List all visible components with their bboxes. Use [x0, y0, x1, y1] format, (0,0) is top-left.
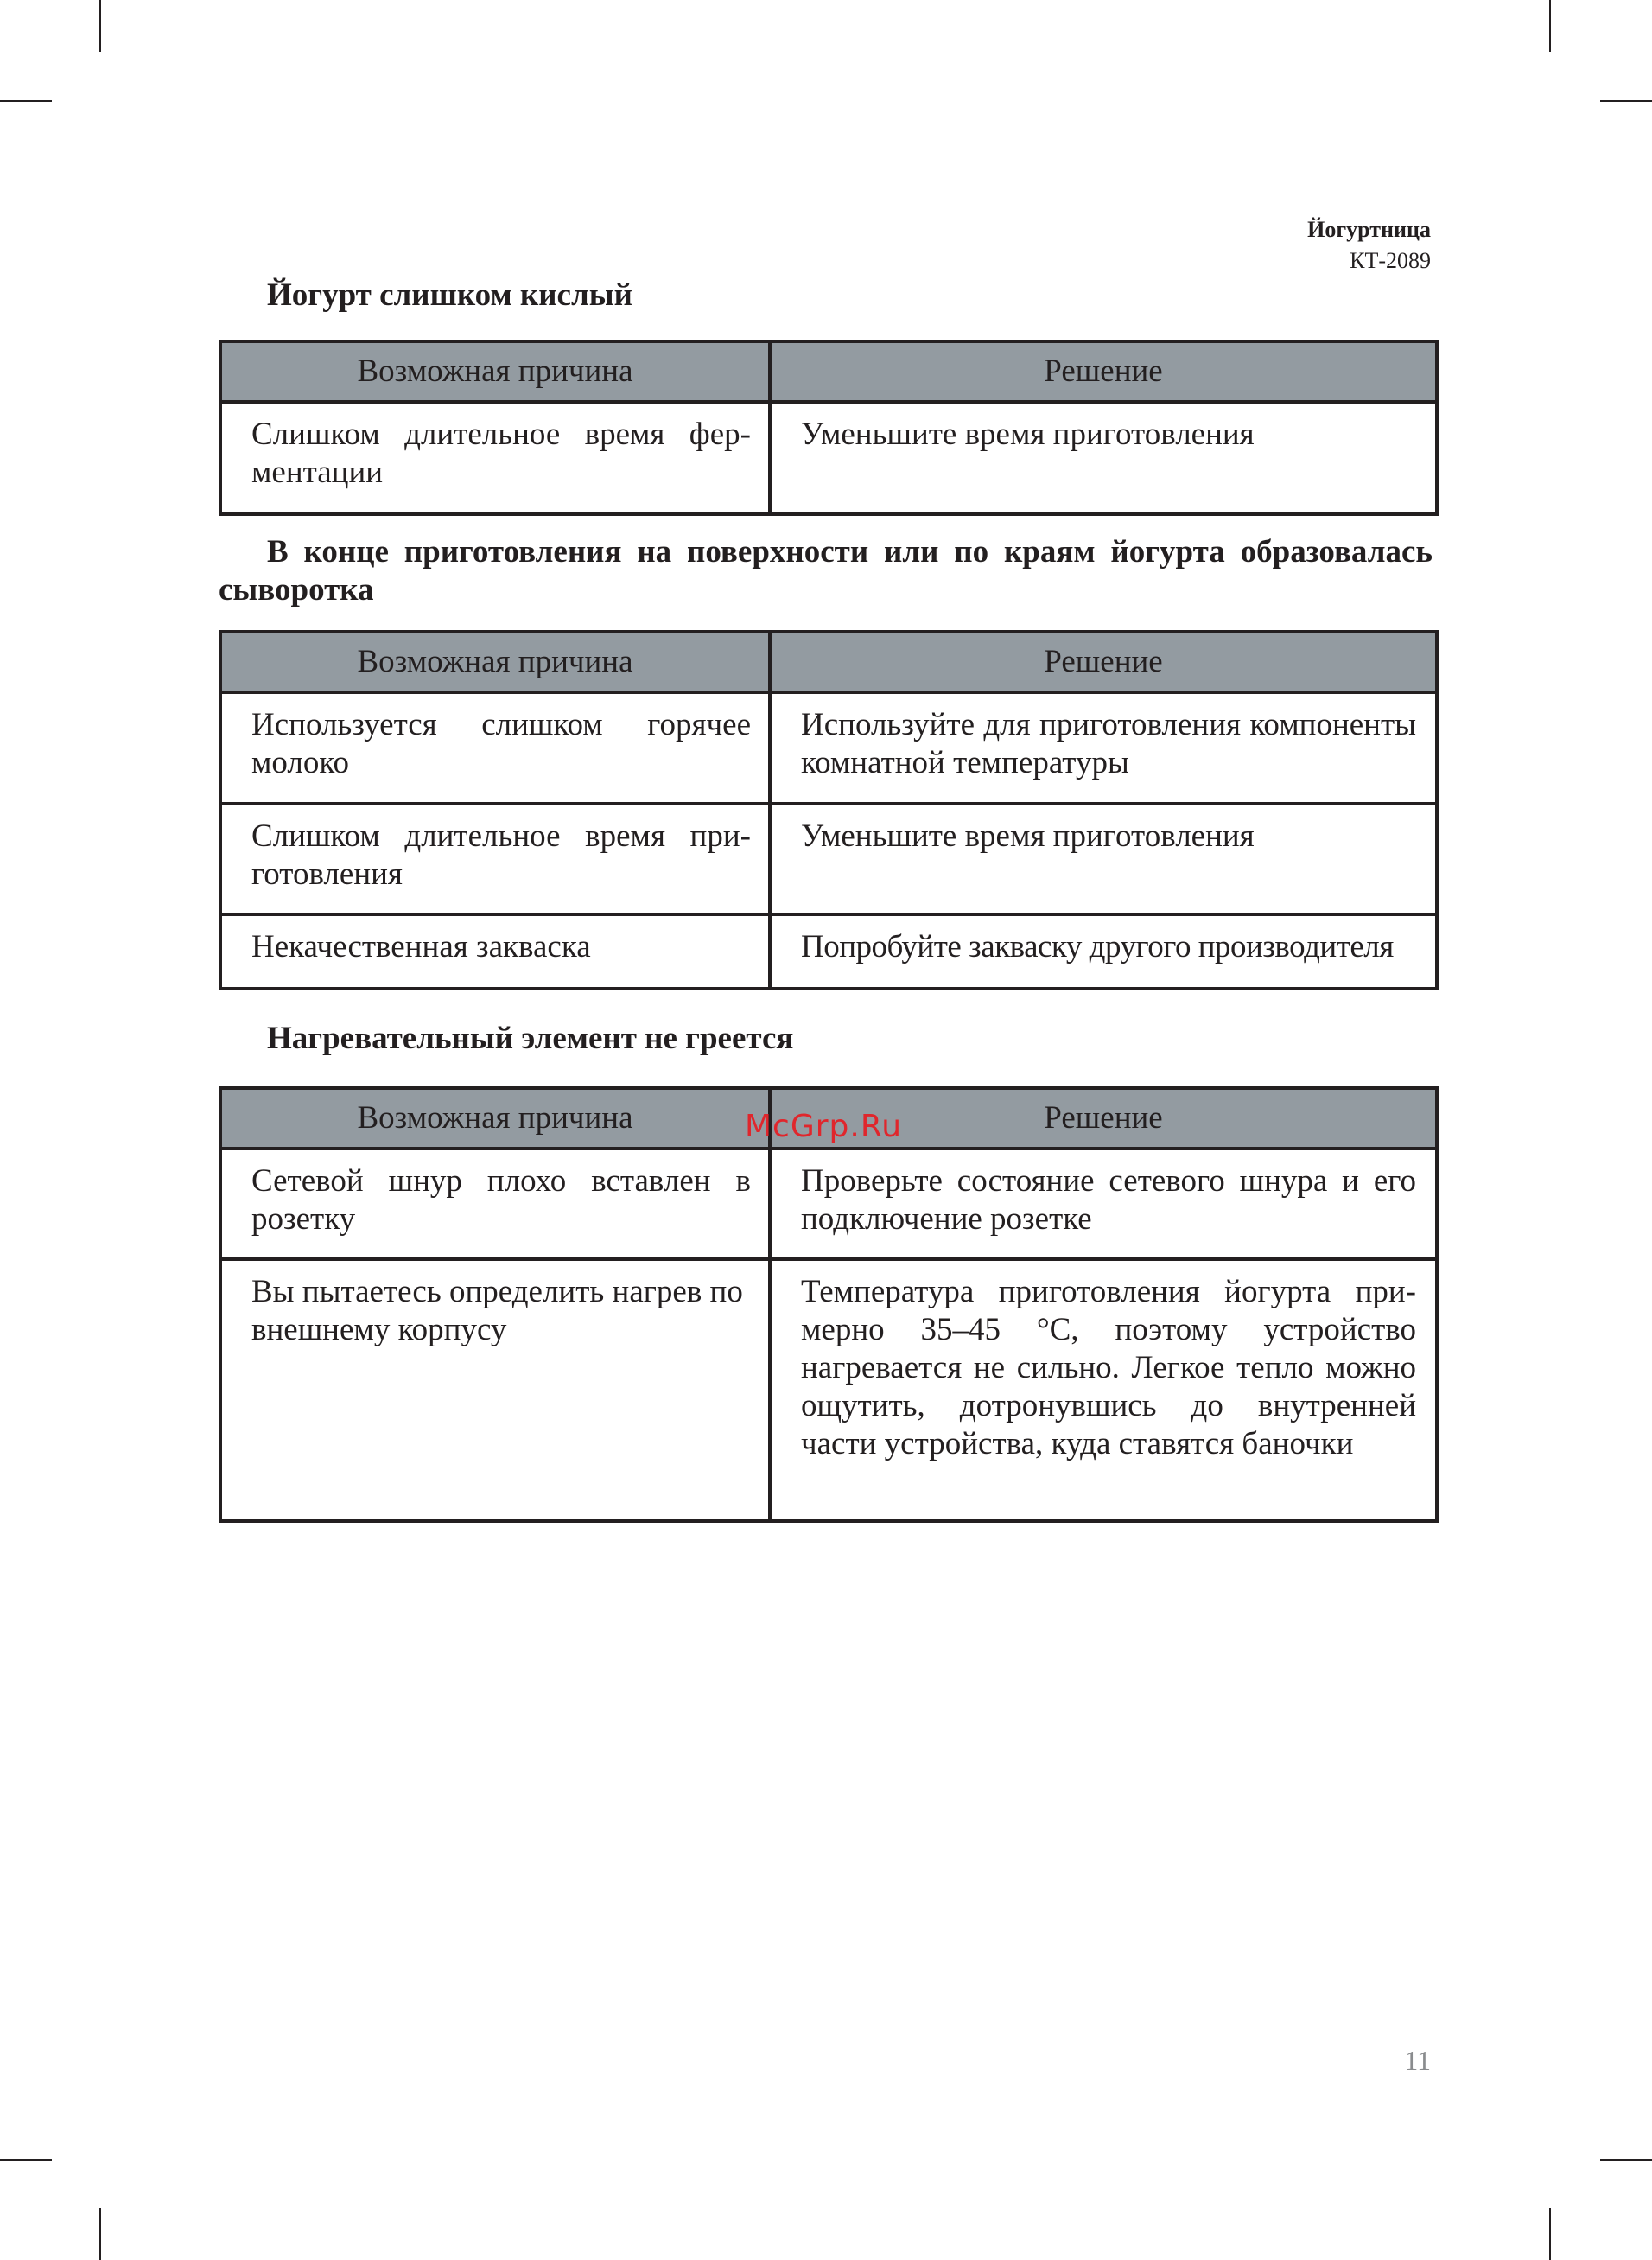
- cause-cell: Слишком длительное время ферментации: [220, 402, 770, 514]
- table-row: [220, 804, 1437, 914]
- table-row: [220, 402, 1437, 514]
- model-number: КТ-2089: [1350, 248, 1431, 273]
- table-header-row: [220, 632, 1437, 692]
- watermark: McGrp.Ru: [745, 1109, 903, 1144]
- solution-cell: Уменьшите время приготовления: [770, 402, 1437, 514]
- section-title: В конце приготовления на поверхности или по краям йогурта образовалась сыворотка: [219, 534, 1433, 608]
- troubleshooting-table: [219, 340, 1439, 516]
- crop-mark: [1600, 2159, 1652, 2161]
- troubleshooting-table: [219, 1086, 1439, 1523]
- solution-cell: Используйте для приготовления компоненты комнатной температуры: [770, 692, 1437, 804]
- section-title: Нагревательный элемент не греется: [267, 1021, 794, 1056]
- table-header-row: [220, 341, 1437, 402]
- solution-cell: Попробуйте закваску другого производителя: [770, 914, 1437, 989]
- table-row: [220, 914, 1437, 989]
- crop-mark: [99, 2208, 101, 2260]
- column-header-cause: Возможная причина: [220, 1088, 770, 1149]
- page-number: 11: [1404, 2045, 1431, 2076]
- section-title: Йогурт слишком кислый: [267, 277, 632, 313]
- table-row: [220, 1259, 1437, 1521]
- cause-cell: Слишком длительное время приготовления: [220, 804, 770, 914]
- document-header: [1307, 214, 1431, 277]
- crop-mark: [0, 2159, 52, 2161]
- crop-mark: [1549, 0, 1551, 52]
- cause-cell: Вы пытаетесь определить нагрев по внешнему корпусу: [220, 1259, 770, 1521]
- cause-cell: Некачественная закваска: [220, 914, 770, 989]
- column-header-solution: Решение: [770, 341, 1437, 402]
- cause-cell: Используется слишком горячее молоко: [220, 692, 770, 804]
- product-name: Йогуртница: [1307, 217, 1431, 242]
- crop-mark: [0, 100, 52, 102]
- column-header-solution: Решение: [770, 1088, 1437, 1149]
- table-row: [220, 692, 1437, 804]
- crop-mark: [99, 0, 101, 52]
- column-header-solution: Решение: [770, 632, 1437, 692]
- crop-mark: [1600, 100, 1652, 102]
- crop-mark: [1549, 2208, 1551, 2260]
- troubleshooting-table: [219, 630, 1439, 990]
- column-header-cause: Возможная причина: [220, 341, 770, 402]
- solution-cell: Температура приготовления йогурта примерно 35–45 °С, поэтому устройство нагревается не сильно. Легкое тепло можно ощутить, дотронувшись до внутренней части устройства, куда ставятся баночки: [770, 1259, 1437, 1521]
- cause-cell: Сетевой шнур плохо вставлен в розетку: [220, 1149, 770, 1259]
- solution-cell: Проверьте состояние сетевого шнура и его подключение розетке: [770, 1149, 1437, 1259]
- solution-cell: Уменьшите время приготовления: [770, 804, 1437, 914]
- table-row: [220, 1149, 1437, 1259]
- column-header-cause: Возможная причина: [220, 632, 770, 692]
